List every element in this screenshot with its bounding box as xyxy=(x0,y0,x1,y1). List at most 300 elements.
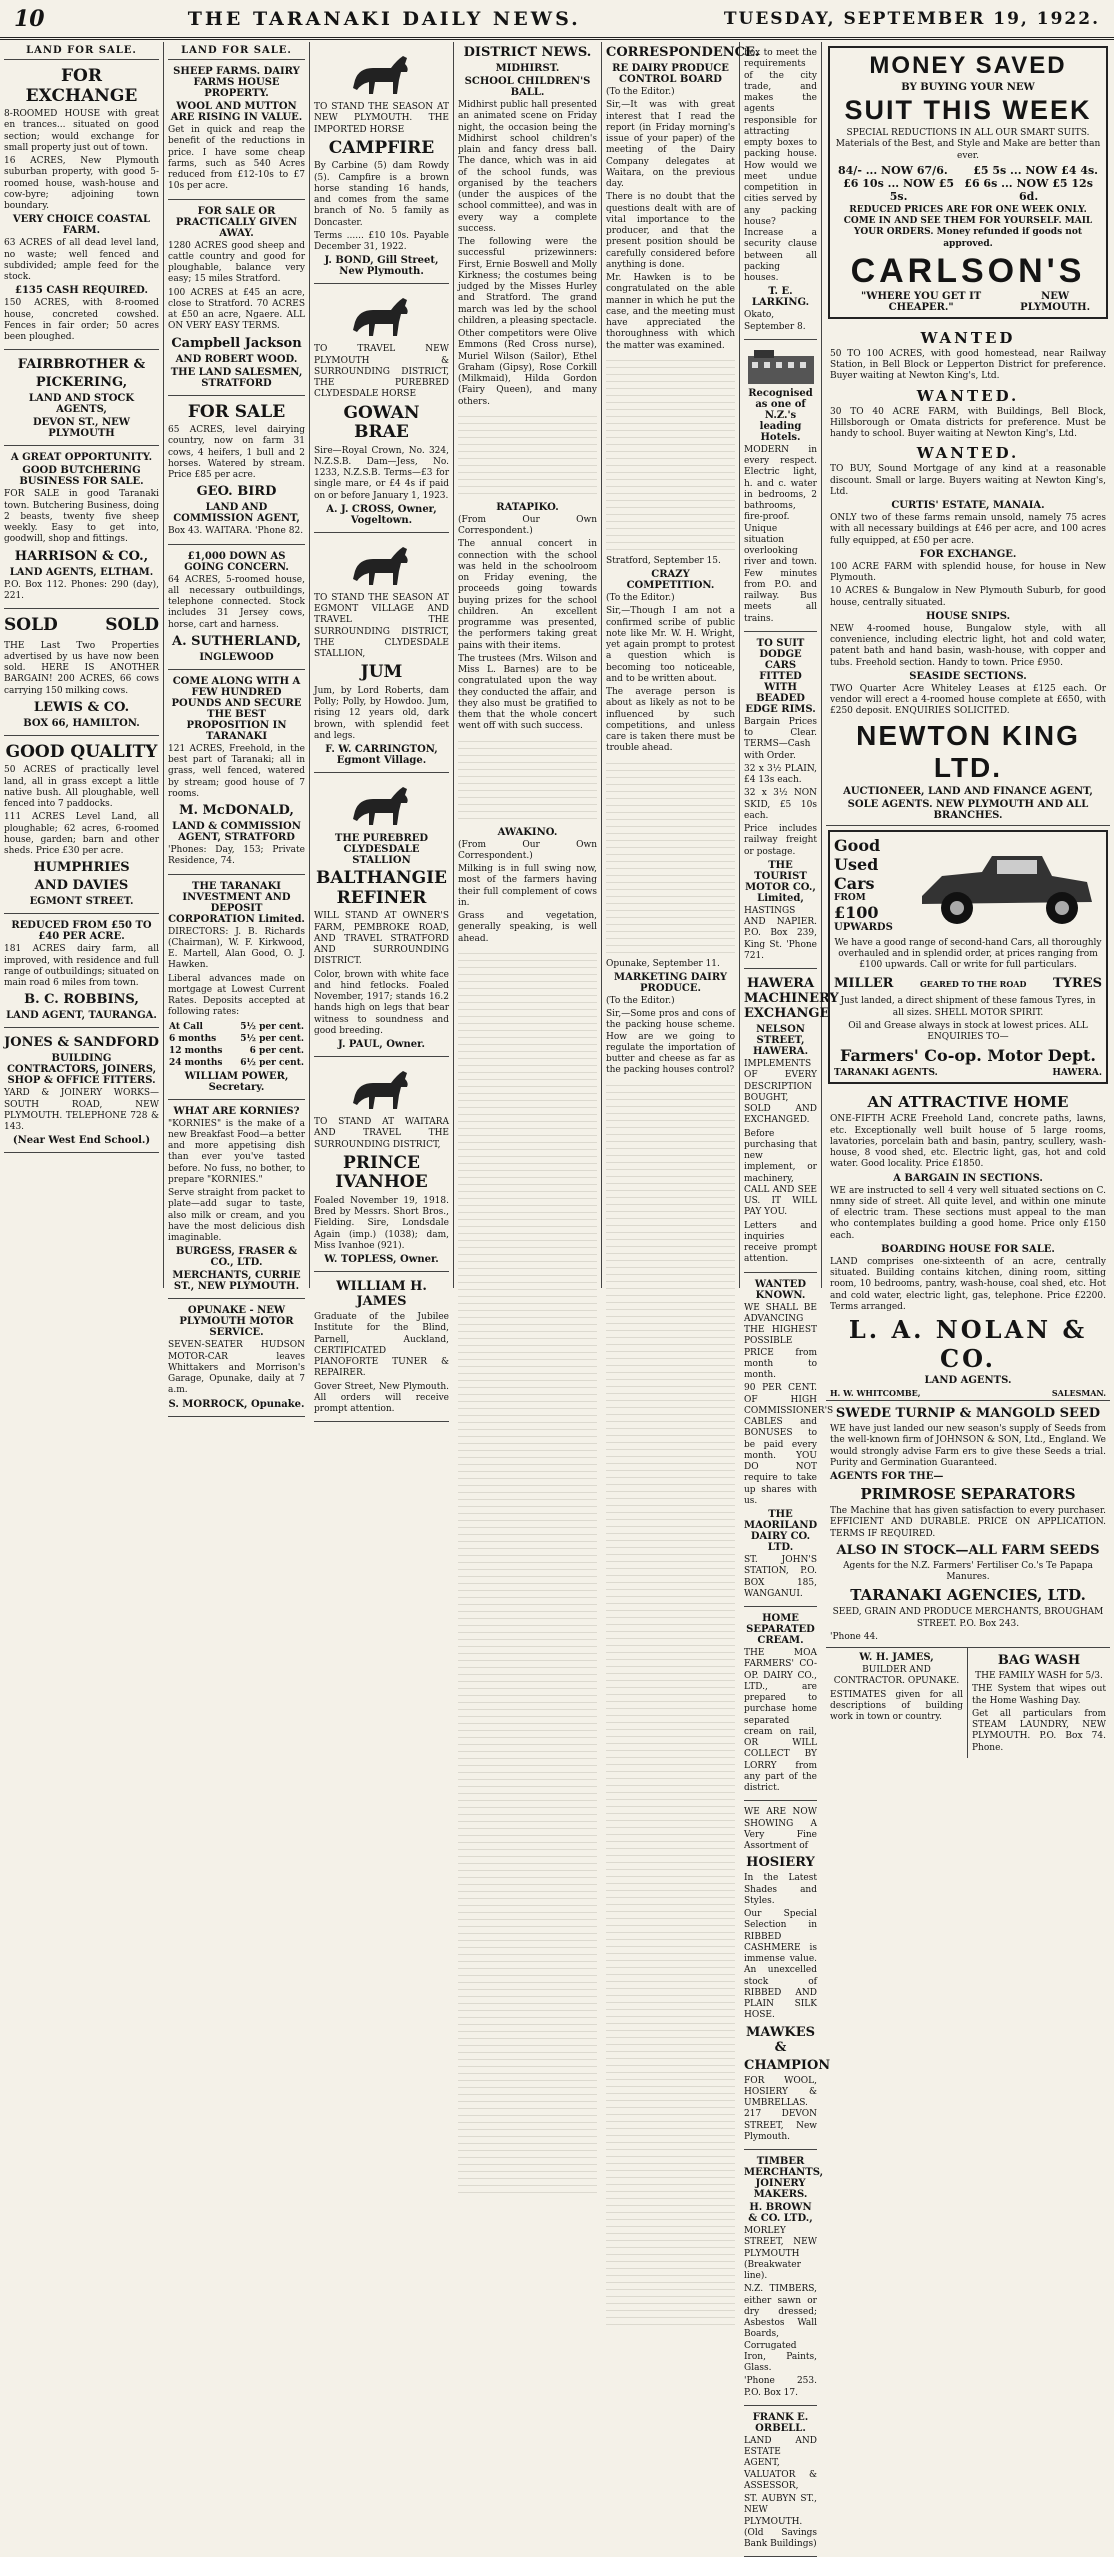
firm-address: FOR WOOL, HOSIERY & UMBRELLAS. 217 DEVON STREET, New Plymouth. xyxy=(744,2075,817,2142)
ad-text: 150 ACRES, with 8-roomed house, concreted cowshed. Fences in fair order; 50 acres been ploughed. xyxy=(4,298,159,343)
letter-text: The average person is about as likely as not to be influenced by such competitions, and unless care is taken there must be trouble ahead. xyxy=(606,687,735,754)
letter-body-lines xyxy=(606,354,735,554)
horse-name: PRINCE IVANHOE xyxy=(335,1152,428,1193)
ad-title: WANTED xyxy=(920,328,1016,347)
letter-text: Mr. Hawken is to be congratulated on the able manner in which he put the case, and the meeting must have appreciated the thoroughness with which the matter was examined. xyxy=(606,273,735,351)
cars-price: £100 xyxy=(834,902,879,922)
deposit-rates-table xyxy=(168,1021,305,1069)
letter-body-lines xyxy=(606,1079,735,2325)
brand-miller: MILLER xyxy=(834,976,894,992)
ad-sheep-farms xyxy=(168,60,305,200)
firm-name: THE TOURIST MOTOR CO., Limited, xyxy=(745,859,816,904)
letter-date: Okato, September 8. xyxy=(744,310,806,332)
ad-text: Serve straight from packet to plate—add sugar to taste, also milk or cream, and you have the most delicious dish imaginable. xyxy=(168,1188,305,1244)
firm-name: GEO. BIRD xyxy=(196,484,277,500)
letter-signature: Stratford, September 15. xyxy=(606,555,721,566)
ad-timber xyxy=(744,2150,824,2406)
rate-value: 6 per cent. xyxy=(249,1045,304,1056)
ad-taranaki-agencies xyxy=(826,1401,1110,1648)
ad-jones-sandford xyxy=(4,1028,159,1153)
section-heading: LAND FOR SALE. xyxy=(168,42,305,60)
column-correspondence xyxy=(602,42,760,1288)
firm-subtitle: LAND AGENTS, ELTHAM. xyxy=(9,566,154,578)
ad-text: THE System that wipes out the Home Washing Day. xyxy=(972,1684,1106,1706)
ad-title: THE TARANAKI INVESTMENT AND DEPOSIT CORPORATION Limited. xyxy=(168,880,305,925)
ad-title: WANTED. xyxy=(916,444,1020,463)
firm-address: YARD & JOINERY WORKS— SOUTH ROAD, NEW PLYMOUTH. TELEPHONE 728 & 143. xyxy=(4,1088,159,1133)
article-body-lines xyxy=(458,735,597,825)
ad-title: SWEDE TURNIP & MANGOLD SEED xyxy=(835,1406,1101,1421)
price-now: NOW £5 12s 6d. xyxy=(1016,176,1093,203)
ad-title: Recognised as one of N.Z.'s leading Hotels. xyxy=(748,387,813,443)
firm-name: Campbell Jackson xyxy=(171,335,302,351)
ad-subtitle: FOR EXCHANGE. xyxy=(919,548,1017,560)
firm-address: SEED, GRAIN AND PRODUCE MERCHANTS, BROUGHAM STREET. P.O. Box 243. xyxy=(832,1607,1104,1629)
firm-phone: 'Phone 44. xyxy=(830,1631,879,1642)
rate-term: At Call xyxy=(169,1021,203,1032)
price-was: £6 6s xyxy=(964,176,998,190)
cars-title-line: Cars xyxy=(834,873,875,893)
ad-title: AN ATTRACTIVE HOME xyxy=(867,1093,1069,1112)
article-text: The trustees (Mrs. Wilson and Miss L. Barnes) are to be congratulated upon the way they conducted the affair, and they also must be gratified to them that the whole concert went off with such success. xyxy=(458,653,597,732)
article-text: Other competitors were Olive Emmons (Red Cross nurse), Muriel Wilson (Sailor), Ethel Graham (Gipsy), Rose Corkill (Milkmaid), Hilda Gordon (Fairy Queen), and many others. xyxy=(458,329,597,407)
firm-subtitle: LAND AGENTS. xyxy=(924,1375,1012,1386)
ad-subtitle: BY BUYING YOUR NEW xyxy=(901,82,1035,93)
price-was: £5 5s xyxy=(973,163,1007,177)
price-now: NOW £4 4s. xyxy=(1025,163,1098,177)
firm-name: AND DAVIES xyxy=(34,878,129,894)
ad-title: FOR SALE xyxy=(187,401,286,422)
firm-name: FRANK E. ORBELL. xyxy=(752,2411,809,2434)
rate-value: 6½ per cent. xyxy=(240,1057,304,1068)
signature: WILLIAM POWER, Secretary. xyxy=(184,1070,289,1093)
firm-name: JONES & SANDFORD xyxy=(4,1035,159,1051)
ad-text: WE are instructed to sell 4 very well situated sections on C. nmny side of street. All quite level, and within one minute of electric tram. These sections must appeal to the man who contemplates building a good home. Price only £150 each. xyxy=(830,1185,1106,1241)
ad-title: WANTED. xyxy=(916,386,1020,405)
firm-name: HUMPHRIES xyxy=(33,860,130,876)
ad-text: Just landed, a direct shipment of these famous Tyres, in all sizes. SHELL MOTOR SPIRIT. xyxy=(840,996,1096,1018)
brand-tyres: TYRES xyxy=(1052,976,1102,992)
ad-text: Color, brown with white face and hind fetlocks. Foaled November, 1917; stands 16.2 hands high on legs that bear witness to soundness and good breeding. xyxy=(314,969,449,1036)
ad-text: MODERN in every respect. Electric light, h. and c. water in bedrooms, 2 bathrooms, fire-proof. Unique situation overlooking river and town. Few minutes from P.O. and railway. Bus meets all trains. xyxy=(744,444,817,624)
firm-address: P.O. Box 112. Phones: 290 (day), 221. xyxy=(4,579,159,601)
firm-address: HASTINGS AND NAPIER. P.O. Box 239, King St. 'Phone 721. xyxy=(744,905,817,961)
ad-maoriland-dairy xyxy=(744,1273,834,1608)
ad-title: COME ALONG WITH A FEW HUNDRED POUNDS AND SECURE THE BEST PROPOSITION IN TARANAKI xyxy=(171,675,302,742)
firm-subtitle: LAND AND STOCK AGENTS, xyxy=(28,393,135,416)
ad-text: Agents for the N.Z. Farmers' Fertiliser Co.'s Te Papapa Manures. xyxy=(843,1560,1093,1582)
horse-name: CAMPFIRE xyxy=(328,137,435,158)
ad-subtitle: In the Latest Shades and Styles. xyxy=(744,1873,817,1906)
firm-subtitle: MERCHANTS, CURRIE ST., NEW PLYMOUTH. xyxy=(172,1270,301,1293)
ad-subtitle: VERY CHOICE COASTAL FARM. xyxy=(12,214,151,237)
ad-text: TO STAND THE SEASON AT NEW PLYMOUTH. THE IMPORTED HORSE xyxy=(314,102,449,135)
ad-home-separated-cream xyxy=(744,1607,817,1801)
page-number: 10 xyxy=(14,5,45,32)
ad-title: BAG WASH xyxy=(997,1653,1081,1668)
signature: J. BOND, Gill Street, New Plymouth. xyxy=(324,255,439,278)
ad-james-builder xyxy=(826,1648,968,1758)
ad-jum xyxy=(314,533,449,773)
ad-text: 181 ACRES dairy farm, all improved, with residence and full range of outbuildings; situated on main road 6 miles from town. xyxy=(4,944,159,989)
ad-title: A GREAT OPPORTUNITY. xyxy=(10,452,153,464)
price-item: 84/- ... NOW 67/6. xyxy=(838,163,948,177)
ad-title: TIMBER MERCHANTS, JOINERY MAKERS. xyxy=(744,2156,824,2200)
firm-name: Farmers' Co-op. Motor Dept. xyxy=(840,1046,1096,1066)
ad-used-cars xyxy=(828,830,1108,1085)
ad-text: 64 ACRES, 5-roomed house, all necessary outbuildings, telephone connected. Stock includes 31 Jersey cows, horse, cart and harness. xyxy=(168,574,305,630)
ad-orbell xyxy=(744,2406,817,2557)
ad-text: ONLY two of these farms remain unsold, namely 75 acres with all necessary buildings at £46 per acre, and 100 acres fully equipped, at £50 per acre. xyxy=(830,513,1106,546)
ad-text: TWO Quarter Acre Whiteley Leases at £125 each. Or vendor will erect a 4-roomed house complete at £650, with £250 deposit. ENQUIRIES SOLICITED. xyxy=(830,683,1106,717)
ad-title: HAWERA MACHINERY EXCHANGE xyxy=(744,976,839,1021)
firm-phone: 'Phone 253. P.O. Box 17. xyxy=(744,2376,817,2398)
ad-title: THE PUREBRED CLYDESDALE STALLION xyxy=(334,833,429,867)
ad-mcdonald xyxy=(168,670,305,875)
ad-subtitle: THE FAMILY WASH for 5/3. xyxy=(975,1671,1103,1681)
ad-text: 8-ROOMED HOUSE with great en trances... situated on good section; would exchange for small property just out of town. xyxy=(4,109,159,153)
firm-name: HARRISON & CO., xyxy=(14,548,149,564)
cars-title-block xyxy=(834,836,902,936)
ad-bag-wash xyxy=(968,1648,1110,1758)
ad-carlsons xyxy=(828,46,1108,319)
ad-text: Bargain Prices to Clear. TERMS—Cash with Order. xyxy=(744,716,817,761)
firm-name: LEWIS & CO. xyxy=(33,699,130,715)
ad-dodge-tyres xyxy=(744,632,817,969)
horse-name: GOWAN BRAE xyxy=(343,402,420,443)
firm-name: THE MAORILAND DAIRY CO. LTD. xyxy=(744,1509,818,1553)
ad-campfire xyxy=(314,42,449,284)
ad-note: Price includes railway freight or postage. xyxy=(744,824,817,857)
brand-logo: CARLSON'S xyxy=(850,251,1086,290)
ad-hosiery xyxy=(744,1801,831,2150)
signature: A. J. CROSS, Owner, Vogeltown. xyxy=(326,503,437,526)
ad-text: 100 ACRES at £45 an acre, close to Stratford. 70 ACRES at £50 an acre, Ngaere. ALL ON VERY EASY TERMS. xyxy=(168,287,305,332)
ad-note: REDUCED PRICES ARE FOR ONE WEEK ONLY. COME IN AND SEE THEM FOR YOURSELF. MAIL YOUR ORDERS. Money refunded if goods not approved. xyxy=(843,204,1093,249)
sold-row xyxy=(4,613,159,639)
ad-text: Before purchasing that new implement, or machinery, CALL AND SEE US. IT WILL PAY YOU. xyxy=(744,1128,817,1218)
horse-illustration-icon xyxy=(347,292,417,340)
ad-text: 1280 ACRES good sheep and cattle country and good for ploughable, balance very easy; 15 miles Stratford. xyxy=(168,240,305,285)
ad-title: WHAT ARE KORNIES? xyxy=(173,1105,300,1117)
firm-subtitle: INGLEWOOD xyxy=(199,651,274,663)
price-was: 84/- xyxy=(838,163,862,177)
firm-address: Gover Street, New Plymouth. All orders will receive prompt attention. xyxy=(314,1381,449,1415)
ad-title: £1,000 DOWN AS GOING CONCERN. xyxy=(184,550,289,573)
price-line: 32 x 3½ NON SKID, £5 10s each. xyxy=(744,788,817,821)
letter-to: (To the Editor.) xyxy=(606,995,675,1006)
ad-text: Foaled November 19, 1918. Bred by Messrs. Short Bros., Fielding. Sire, Londsdale Again (imp.) (1038); dam, Miss Ivanhoe (921). xyxy=(314,1195,449,1251)
ad-text: By Carbine (5) dam Rowdy (5). Campfire is a brown horse standing 16 hands, and comes from the same branch of No. 5 family as Doncaster. xyxy=(314,161,449,228)
ad-piano-tuner xyxy=(314,1272,449,1422)
article-title: SCHOOL CHILDREN'S BALL. xyxy=(464,76,591,98)
horse-illustration-icon xyxy=(347,1065,417,1113)
firm-subtitle: LAND AND COMMISSION AGENT, xyxy=(173,502,300,525)
salesman-label: SALESMAN. xyxy=(1051,1388,1106,1398)
ad-text: TO BUY, Sound Mortgage of any kind at a reasonable discount. Small or large. Buyers waiting at Newton King's, Ltd. xyxy=(830,464,1106,497)
letter-body-lines xyxy=(606,757,735,957)
letter-title: MARKETING DAIRY PRODUCE. xyxy=(614,971,727,994)
ad-text: 100 ACRE FARM with splendid house, for house in New Plymouth. xyxy=(830,561,1106,583)
section-heading: DISTRICT NEWS. xyxy=(463,45,592,60)
ad-text: TO STAND THE SEASON AT EGMONT VILLAGE AND TRAVEL THE SURROUNDING DISTRICT, THE CLYDESDALE STALLION, xyxy=(314,592,449,660)
letter-title: CRAZY COMPETITION. xyxy=(626,569,715,591)
firm-agents: TARANAKI AGENTS. xyxy=(834,1068,938,1079)
price-was: £6 10s xyxy=(843,176,884,190)
hotel-building-icon xyxy=(744,346,818,386)
price-now: NOW 67/6. xyxy=(881,163,948,177)
ad-text: We have a good range of second-hand Cars, all thoroughly overhauled and in splendid order, at prices ranging from £100 upwards. Call or write for full particulars. xyxy=(834,937,1102,970)
ad-subtitle: BOARDING HOUSE FOR SALE. xyxy=(881,1243,1055,1255)
ad-hotel xyxy=(744,340,817,632)
brand-slogan: "WHERE YOU GET IT CHEAPER." xyxy=(861,290,982,313)
ad-text: LAND AND ESTATE AGENT, VALUATOR & ASSESSOR, xyxy=(744,2435,817,2491)
firm-name: CHAMPION xyxy=(744,2057,831,2073)
ad-text: Get in quick and reap the benefit of the reductions in price. I have some cheap farms, such as 540 Acres reduced from £12-10s to £7 10s per acre. xyxy=(168,125,305,192)
letter-text: Sir,—It was with great interest that I read the report (in Friday morning's issue of your paper) of the meeting of the Dairy Company delegates at Waitara, on the previous day. xyxy=(606,100,735,189)
letter-to: (To the Editor.) xyxy=(606,87,675,97)
letter-continuation xyxy=(744,42,817,340)
bottom-ads-row xyxy=(826,1648,1110,1758)
ad-text: ESTIMATES given for all descriptions of building work in town or country. xyxy=(830,1689,963,1722)
rate-term: 24 months xyxy=(169,1057,223,1068)
ad-text: 65 ACRES, level dairying country, now on farm 31 cows, 4 heifers, 1 bull and 2 horses. Watered by stream. Price £85 per acre. xyxy=(168,425,305,481)
ad-text: 111 ACRES Level Land, all ploughable; 62 acres, 6-roomed house, garden; barn and other sheds. Price £30 per acre. xyxy=(4,812,159,857)
ad-text: 121 ACRES, Freehold, in the best part of Taranaki; all in grass, well fenced, watered by stream; good house of 7 rooms. xyxy=(168,743,305,799)
article-byline: (From Our Own Correspondent.) xyxy=(458,514,597,536)
ad-text: Jum, by Lord Roberts, dam Polly; Polly, by Howdoo. Jum, rising 12 years old, dark brown, with splendid feet and legs. xyxy=(314,685,449,741)
article-text: Milking is in full swing now, most of the farmers having their full complement of cows in. xyxy=(458,864,597,908)
ad-title: HOME SEPARATED CREAM. xyxy=(746,1613,815,1646)
newspaper-title: THE TARANAKI DAILY NEWS. xyxy=(187,7,581,30)
ad-subtitle: SEASIDE SECTIONS. xyxy=(909,670,1027,682)
ad-title: OPUNAKE - NEW PLYMOUTH MOTOR SERVICE. xyxy=(179,1305,294,1339)
ad-kornies xyxy=(168,1100,305,1300)
firm-subtitle: AND ROBERT WOOD. xyxy=(175,353,298,365)
ad-text: LAND comprises one-sixteenth of an acre, centrally situated. Building contains kitchen, dining room, sitting room, 10 bedrooms, pantry, wash-house, coal shed, etc. Hot and cold water, electric light, gas, telephone. Price £2200. Terms arranged. xyxy=(830,1256,1106,1312)
ad-text: Letters and inquiries receive prompt attention. xyxy=(744,1220,817,1265)
ad-subtitle: HOUSE SNIPS. xyxy=(925,610,1011,622)
ad-text: WE have just landed our new season's supply of Seeds from the well-known firm of JOHNSON & SON, Ltd., England. We would strongly advise Farm ers to give these Seeds a trial. Purity and Germination Guaranteed. xyxy=(830,1424,1106,1468)
ad-good-quality xyxy=(4,736,159,915)
firm-name: NEWTON KING LTD. xyxy=(856,719,1080,783)
firm-subtitle: BOX 66, HAMILTON. xyxy=(23,717,140,729)
ad-text: SEVEN-SEATER HUDSON MOTOR-CAR leaves Whittakers and Morrison's Garage, Opunake, daily at 7 a.m. xyxy=(168,1340,305,1396)
ad-subtitle: A BARGAIN IN SECTIONS. xyxy=(893,1172,1043,1184)
signature: F. W. CARRINGTON, Egmont Village. xyxy=(325,744,438,767)
article-text: The following were the successful prizewinners: First, Ernie Boswell and Molly Kirkness; the costumes being judged by the Misses Hurley and Stratford. The grand march was led by the school children, a pleasing spectacle. xyxy=(458,237,597,326)
price-line: 32 x 3½ PLAIN, £4 13s each. xyxy=(744,763,817,785)
ad-subtitle: WOOL AND MUTTON ARE RISING IN VALUE. xyxy=(170,101,303,123)
firm-subtitle: BUILDING CONTRACTORS, JOINERS, SHOP & OFFICE FITTERS. xyxy=(6,1053,157,1087)
rate-row xyxy=(168,1021,305,1033)
price-row xyxy=(834,164,1102,177)
column-display-ads xyxy=(822,42,1114,1753)
rate-row xyxy=(168,1057,305,1069)
firm-subtitle: AUCTIONEER, LAND AND FINANCE AGENT, xyxy=(843,785,1093,797)
cars-header xyxy=(834,836,1102,936)
firm-footer xyxy=(830,1388,1106,1398)
ad-text: WE ARE NOW SHOWING A Very Fine Assortment of xyxy=(744,1807,817,1851)
cars-from: FROM xyxy=(834,892,866,903)
ad-text: DIRECTORS: J. B. Richards (Chairman), W. F. Kirkwood, E. Martell, Alan Good, O. J. Hawken. xyxy=(168,926,305,971)
ad-title: REDUCED FROM £50 TO £40 PER ACRE. xyxy=(11,920,152,943)
letter-text: There is no doubt that the questions dealt with are of vital importance to the producer, and that the present position should be carefully considered before anything is done. xyxy=(606,192,735,270)
ad-text: Terms ...... £10 10s. Payable December 31, 1922. xyxy=(314,230,449,253)
price-item: £5 5s ... NOW £4 4s. xyxy=(973,163,1098,177)
firm-address: ST. AUBYN ST., NEW PLYMOUTH. (Old Savings Bank Buildings) xyxy=(744,2494,817,2549)
brand-town: NEW PLYMOUTH. xyxy=(1020,290,1091,313)
cars-title-line: Used xyxy=(834,854,879,874)
firm-subtitle: LAND & COMMISSION AGENT, STRATFORD xyxy=(172,821,301,844)
salesman-name: H. W. WHITCOMBE, xyxy=(830,1388,921,1398)
horse-illustration-icon xyxy=(347,781,417,829)
ad-text: Our Special Selection in RIBBED CASHMERE is immense value. An unexcelled stock of RIBBED AND PLAIN SILK HOSE. xyxy=(744,1909,817,2021)
firm-name: B. C. ROBBINS, xyxy=(24,992,139,1008)
vintage-car-icon xyxy=(902,836,1102,936)
firm-address: NELSON STREET, HAWERA. xyxy=(752,1024,809,1057)
ad-text: Oil and Grease always in stock at lowest prices. ALL ENQUIRIES TO— xyxy=(848,1020,1088,1042)
ad-text: Get all particulars from STEAM LAUNDRY, NEW PLYMOUTH. P.O. Box 74. Phone. xyxy=(972,1708,1106,1753)
firm-name: TARANAKI AGENCIES, LTD. xyxy=(850,1586,1086,1605)
ad-investment-corporation xyxy=(168,875,305,1100)
firm-address: THE LAND SALESMEN, STRATFORD xyxy=(170,366,303,389)
ad-sold xyxy=(4,609,159,736)
ad-text: THE MOA FARMERS' CO-OP. DAIRY CO., LTD., are prepared to purchase home separated cream on rail, OR WILL COLLECT BY LORRY from any part of the district. xyxy=(744,1648,817,1793)
ad-title: SHEEP FARMS. DAIRY FARMS HOUSE PROPERTY. xyxy=(173,66,300,99)
ad-text: ONE-FIFTH ACRE Freehold Land, concrete paths, lawns, etc. Exceptionally well built house of 5 large rooms, lavatories, porcelain bath and basin, pantry, scullery, wash-house, 8 vood shed, etc. Electric light, gas, hot and cold water. Good locality. Price £1850. xyxy=(830,1114,1106,1170)
ad-text: TO STAND AT WAITARA AND TRAVEL THE SURROUNDING DISTRICT, xyxy=(314,1117,449,1150)
horse-name: JUM xyxy=(360,662,403,683)
ad-text: "KORNIES" is the make of a new Breakfast Food—a better and more appetising dish than ever you've tasted before. No fuss, no bother, to prepare "KORNIES." xyxy=(168,1118,305,1185)
article-text: Grass and vegetation, generally speaking, is well ahead. xyxy=(458,911,597,944)
cars-title-line: Good xyxy=(834,835,881,855)
ad-title: FOR SALE OR PRACTICALLY GIVEN AWAY. xyxy=(175,205,298,239)
horse-illustration-icon xyxy=(347,541,417,589)
miller-row xyxy=(834,973,1102,994)
masthead-bar xyxy=(0,0,1114,40)
rate-row xyxy=(168,1033,305,1045)
ad-title: TO SUIT DODGE CARS FITTED WITH BEADED EDGE RIMS. xyxy=(745,637,816,715)
dateline: MIDHIRST. xyxy=(495,63,560,74)
firm-footer xyxy=(834,1068,1102,1078)
ad-headline: SUIT THIS WEEK xyxy=(844,95,1092,125)
brand-footer xyxy=(834,291,1102,313)
ad-nolan xyxy=(826,1088,1110,1401)
rate-term: 6 months xyxy=(169,1033,217,1044)
article-text: The annual concert in connection with the school was held in the schoolroom on Friday evening, the proceeds going towards buying prizes for the school children. An excellent programme was presented, the performers taking great pains with their items. xyxy=(458,539,597,651)
ad-title: HOSIERY xyxy=(746,1855,815,1871)
price-item: £6 10s ... NOW £5 5s. xyxy=(843,176,955,203)
ad-title: FOR EXCHANGE xyxy=(25,66,138,106)
article-body-lines xyxy=(458,947,597,2193)
column-land-for-sale-2 xyxy=(164,42,310,1410)
ad-headline: MONEY SAVED xyxy=(869,52,1067,79)
firm-address: 'Phones: Day, 153; Private Residence, 74. xyxy=(168,845,305,867)
rate-value: 5½ per cent. xyxy=(240,1021,304,1032)
ad-text: Sire—Royal Crown, No. 324, N.Z.S.B. Dam—Jess, No. 1233, N.Z.S.B. Terms—£3 for single mare, or £4 4s if paid on or before January 1, 1923. xyxy=(314,445,449,501)
ad-text: WILL STAND AT OWNER'S FARM, PEMBROKE ROAD, AND TRAVEL STRATFORD AND SURROUNDING DISTRICT. xyxy=(314,911,449,967)
ad-text: 30 TO 40 ACRE FARM, with Buildings, Bell Block, Hillsborough or Omata districts for preference. Must be handy to school. Buyer waiting at Newton King's, Ltd. xyxy=(830,406,1106,439)
letter-to: (To the Editor.) xyxy=(606,593,675,603)
ad-text: The Machine that has given satisfaction to every purchaser. EFFICIENT AND DURABLE. PRICE ON APPLICATION. TERMS IF REQUIRED. xyxy=(830,1506,1106,1539)
sold-label-right: SOLD xyxy=(105,615,159,636)
letter-text: Sir,—Some pros and cons of the packing house scheme. How are we going to regulate the importation of butter and cheese as far as the packing houses control? xyxy=(606,1009,735,1076)
dateline: RATAPIKO. xyxy=(496,501,559,513)
ad-balthangie xyxy=(314,773,449,1057)
firm-address-note: (Near West End School.) xyxy=(12,1135,151,1147)
rate-row xyxy=(168,1045,305,1057)
firm-name: BURGESS, FRASER & CO., LTD. xyxy=(175,1246,298,1269)
ad-butchering xyxy=(4,446,159,609)
ad-text: 50 ACRES of practically level land, all in grass except a little native bush. All ploughable, well fenced into 7 paddocks. xyxy=(4,765,159,810)
ad-newton-king xyxy=(826,323,1110,826)
ad-text: WE SHALL BE ADVANCING THE HIGHEST POSSIBLE PRICE from month to month. xyxy=(744,1302,817,1380)
signature: J. PAUL, Owner. xyxy=(338,1039,425,1051)
horse-name: BALTHANGIE REFINER xyxy=(316,868,447,908)
article-text: Midhirst public hall presented an animated scene on Friday night, the occasion being the Midhirst school children's plain and fancy dress ball. The dance, which was in aid of the school funds, was organised by the teachers (under the auspices of the school committee), and was in every way a complete success. xyxy=(458,100,597,234)
ad-subtitle: GOOD BUTCHERING BUSINESS FOR SALE. xyxy=(19,465,144,488)
firm-name: MAWKES & xyxy=(745,2024,816,2055)
signature: W. TOPLESS, Owner. xyxy=(324,1254,439,1266)
column-land-for-sale-1 xyxy=(0,42,164,1288)
ad-text: FOR SALE in good Taranaki town. Butchering Business, doing 2 beasts, twenty five sheep weekly. Easy to get into, goodwill, shop and fittings. xyxy=(4,489,159,545)
firm-name: L. A. NOLAN & CO. xyxy=(848,1315,1088,1373)
price-list xyxy=(834,164,1102,203)
letter-title: RE DAIRY PRODUCE CONTROL BOARD xyxy=(612,63,729,85)
firm-name: A. SUTHERLAND, xyxy=(172,633,301,649)
ad-campbell-jackson xyxy=(168,200,305,396)
ad-text: NEW 4-roomed house, Bungalow style, with all convenience, including electric light, hot and cold water, patent bath and hand basin, wash-house, with copper and tubs. Freehold section. Handy to town. Price £950. xyxy=(830,623,1106,668)
product-name: PRIMROSE SEPARATORS xyxy=(860,1485,1076,1503)
ad-title: GOOD QUALITY xyxy=(5,741,158,762)
price-row xyxy=(834,177,1102,203)
ad-text: 63 ACRES of all dead level land, no waste; well fenced and subdivided; ample feed for the stock. xyxy=(4,238,159,283)
firm-name: W. H. JAMES, xyxy=(859,1652,934,1663)
price-item: £6 6s ... NOW £5 12s 6d. xyxy=(964,176,1093,203)
ad-text: Liberal advances made on mortgage at Lowest Current Rates. Deposits accepted at following rates: xyxy=(168,973,305,1018)
ad-title: ALSO IN STOCK—ALL FARM SEEDS xyxy=(836,1542,1100,1558)
ad-prince-ivanhoe xyxy=(314,1057,449,1272)
price-now: NOW £5 5s. xyxy=(889,176,955,203)
ad-text: 50 TO 100 ACRES, with good homestead, near Railway Station, in Bell Block or Lepperton District for preference. Buyer waiting at Newton King's, Ltd. xyxy=(830,348,1106,382)
column-stallions xyxy=(310,42,454,1415)
ad-text: BUILDER AND CONTRACTOR. OPUNAKE. xyxy=(833,1665,960,1687)
letter-signature: Opunake, September 11. xyxy=(606,958,720,969)
cars-upwards: UPWARDS xyxy=(834,921,893,933)
firm-address: ST. JOHN'S STATION, P.O. BOX 185, WANGANUI. xyxy=(744,1555,817,1599)
firm-address: SOLE AGENTS. NEW PLYMOUTH AND ALL BRANCHES. xyxy=(847,798,1089,821)
firm-name: M. McDONALD, xyxy=(179,803,294,819)
firm-name: PICKERING, xyxy=(35,375,128,391)
horse-illustration-icon xyxy=(347,50,417,98)
section-heading: CORRESPONDENCE. xyxy=(606,45,760,60)
firm-name: WILLIAM H. JAMES xyxy=(336,1279,427,1310)
dateline: AWAKINO. xyxy=(497,826,558,838)
letter-text: box to meet the requirements of the city trade, and makes the agents responsible for attracting empty boxes to packing house. How would we meet undue competition in cities served by any packing house? Increase a security clause between all packing houses. xyxy=(744,48,817,283)
firm-subtitle: EGMONT STREET. xyxy=(29,896,134,908)
firm-town: HAWERA. xyxy=(1052,1068,1102,1079)
brand-slogan: GEARED TO THE ROAD xyxy=(919,978,1027,989)
firm-address: MORLEY STREET, NEW PLYMOUTH (Breakwater line). xyxy=(744,2226,817,2281)
letter-text: Sir,—Though I am not a confirmed scribe of public note like Mr. W. H. Wright, yet again prompt to protest a question which is becoming too noticeable, and to be written about. xyxy=(606,606,735,684)
firm-subtitle: LAND AGENT, TAURANGA. xyxy=(6,1010,157,1022)
ad-geo-bird xyxy=(168,396,305,545)
ad-motor-service xyxy=(168,1299,305,1416)
ad-text: SPECIAL REDUCTIONS IN ALL OUR SMART SUITS. Materials of the Best, and Style and Make are better than ever. xyxy=(835,128,1101,161)
ad-fairbrother xyxy=(4,350,159,446)
ad-hawera-machinery xyxy=(744,969,839,1273)
